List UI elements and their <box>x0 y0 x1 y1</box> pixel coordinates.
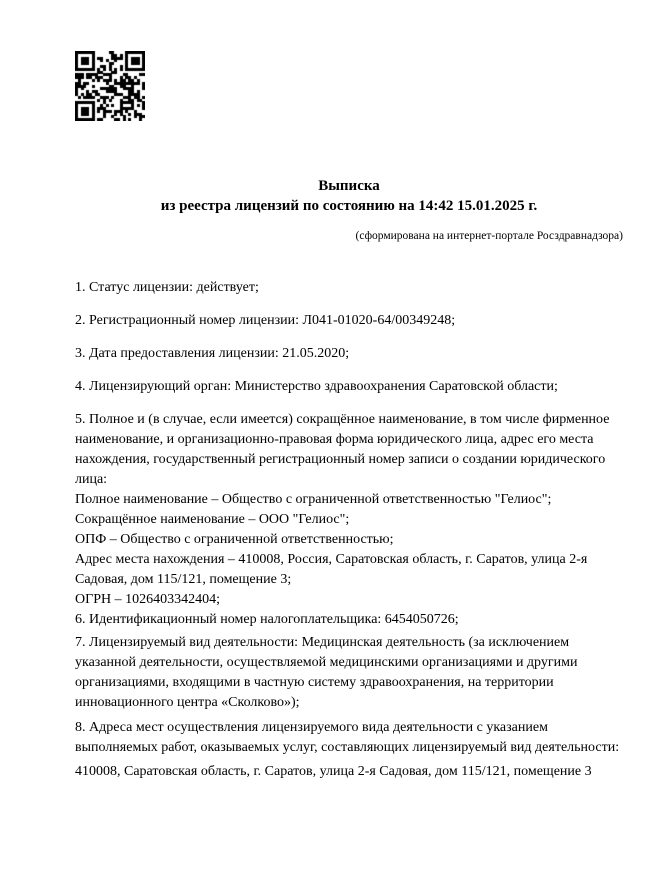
paragraph-grant-date: 3. Дата предоставления лицензии: 21.05.2020; <box>75 346 350 361</box>
paragraph-taxpayer-number: 6. Идентификационный номер налогоплательщика: 6454050726; <box>75 612 459 627</box>
paragraph-organization-intro: 5. Полное и (в случае, если имеется) сокращённое наименование, в том числе фирменное наименование, и организационно-правовая форма юридического лица, адрес его места нахождения, государственный регистрационный номер записи о создании юридического лица: <box>75 412 610 487</box>
organization-details <box>75 490 623 610</box>
document-subtitle: (сформирована на интернет-портале Росздравнадзора) <box>355 230 623 242</box>
org-full-name: Полное наименование – Общество с ограниченной ответственностью "Гелиос"; <box>75 492 552 507</box>
org-ogrn: ОГРН – 1026403342404; <box>75 592 220 607</box>
paragraph-licensing-authority: 4. Лицензирующий орган: Министерство здравоохранения Саратовской области; <box>75 379 558 394</box>
org-short-name: Сокращённое наименование – ООО "Гелиос"; <box>75 512 350 527</box>
document-body <box>75 278 623 795</box>
paragraph-licensed-activity: 7. Лицензируемый вид деятельности: Медицинская деятельность (за исключением указанной деятельности, осуществляемой медицинскими организациями и другими организациями, входящими в частную систему здравоохранения, на территории инновационного центра «Сколково»); <box>75 635 578 710</box>
paragraph-registration-number: 2. Регистрационный номер лицензии: Л041-01020-64/00349248; <box>75 313 456 328</box>
qr-code-icon <box>75 51 145 121</box>
paragraph-activity-addresses-intro: 8. Адреса мест осуществления лицензируемого вида деятельности с указанием выполняемых работ, оказываемых услуг, составляющих лицензируемый вид деятельности: <box>75 720 620 755</box>
org-legal-form: ОПФ – Общество с ограниченной ответственностью; <box>75 532 394 547</box>
document-title-line1: Выписка <box>318 178 380 194</box>
paragraph-license-status: 1. Статус лицензии: действует; <box>75 280 259 295</box>
paragraph-activity-address: 410008, Саратовская область, г. Саратов, улица 2-я Садовая, дом 115/121, помещение 3 <box>75 764 592 779</box>
document-title-line2: из реестра лицензий по состоянию на 14:42 15.01.2025 г. <box>160 198 538 214</box>
document-title <box>75 176 623 216</box>
org-address: Адрес места нахождения – 410008, Россия, Саратовская область, г. Саратов, улица 2-я Садовая, дом 115/121, помещение 3; <box>75 552 588 587</box>
